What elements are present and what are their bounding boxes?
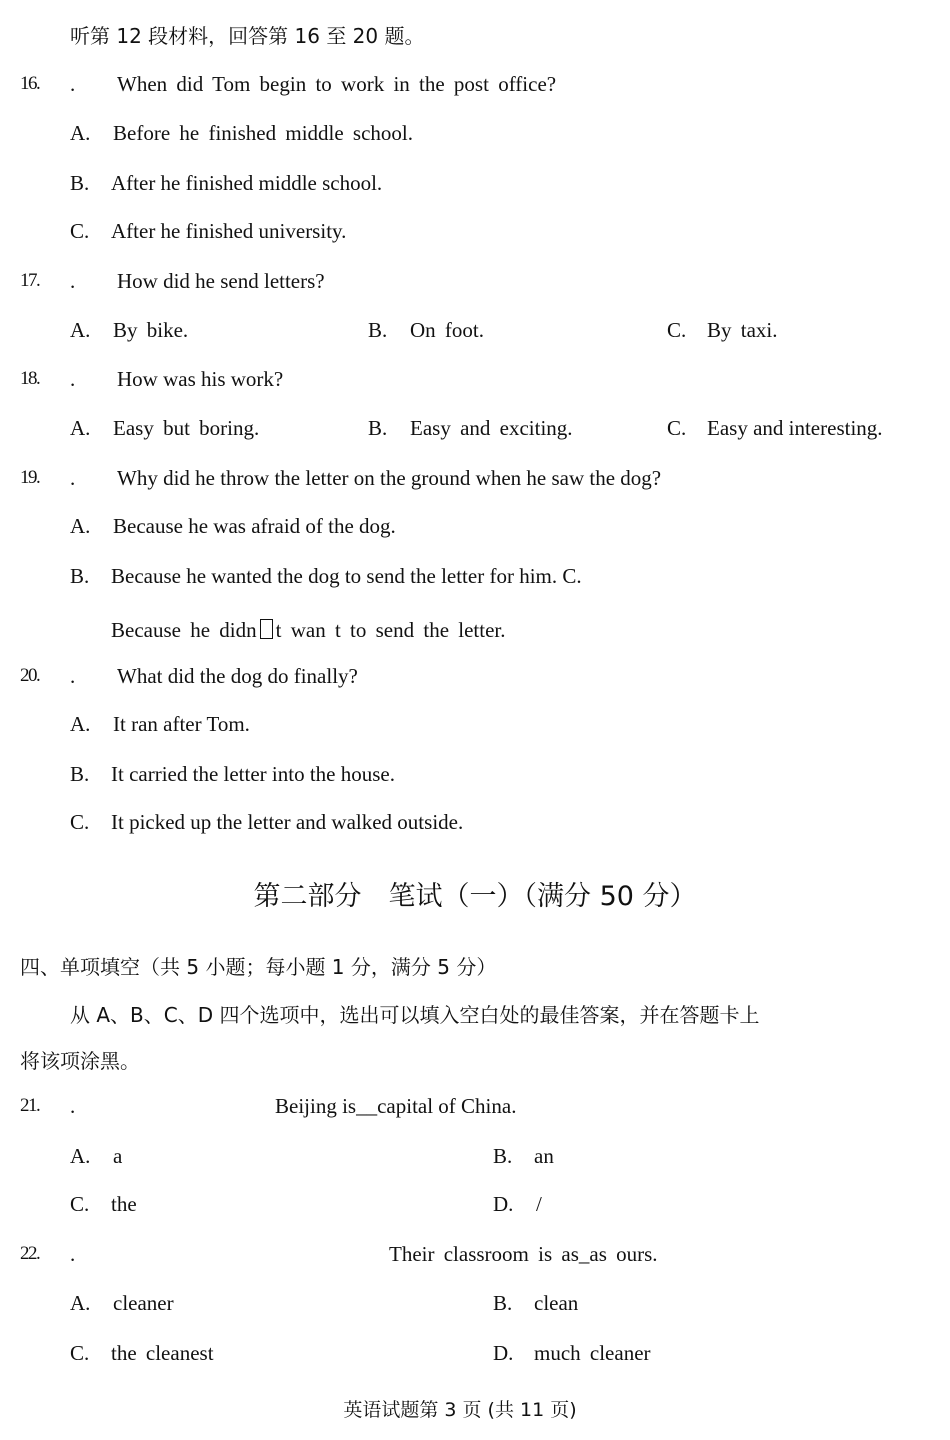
option-text: Easy and exciting. xyxy=(410,416,573,440)
option-text: Because he wanted the dog to send the letter for him. C. xyxy=(111,564,582,588)
option-text: a xyxy=(113,1144,123,1168)
question-number: 21. xyxy=(20,1095,40,1116)
question-text: How was his work? xyxy=(117,367,284,391)
question-dot: . xyxy=(70,664,76,688)
option-text: much cleaner xyxy=(534,1341,651,1365)
option-text: By taxi. xyxy=(707,318,778,342)
option-text-before: Because he didn xyxy=(111,618,257,642)
option-text: By bike. xyxy=(113,318,189,342)
option-text xyxy=(111,619,506,641)
option-label: A. xyxy=(70,712,91,736)
question-text: What did the dog do finally? xyxy=(117,664,358,688)
page-footer: 英语试题第 3 页 (共 11 页) xyxy=(343,1399,577,1421)
option-text: Before he finished middle school. xyxy=(113,121,414,145)
option-text: It ran after Tom. xyxy=(113,712,250,736)
option-label: B. xyxy=(493,1144,513,1168)
section-instruction-cont: 将该项涂黑。 xyxy=(20,1049,140,1073)
option-label: B. xyxy=(368,318,388,342)
option-label: D. xyxy=(493,1341,514,1365)
option-label: A. xyxy=(70,514,91,538)
question-text: Beijing is__capital of China. xyxy=(275,1094,517,1118)
option-text: It carried the letter into the house. xyxy=(111,762,395,786)
question-number: 16. xyxy=(20,73,40,94)
option-label: A. xyxy=(70,318,91,342)
option-text: Easy but boring. xyxy=(113,416,260,440)
option-text: It picked up the letter and walked outside. xyxy=(111,810,464,834)
question-dot: . xyxy=(70,1242,76,1266)
missing-glyph-box xyxy=(260,619,273,639)
option-text: clean xyxy=(534,1291,579,1315)
question-number: 17. xyxy=(20,270,40,291)
option-label: B. xyxy=(70,171,90,195)
option-label: B. xyxy=(368,416,388,440)
option-label: A. xyxy=(70,1291,91,1315)
question-number: 22. xyxy=(20,1243,40,1264)
option-label: C. xyxy=(667,318,687,342)
question-dot: . xyxy=(70,367,76,391)
question-text: Why did he throw the letter on the ground when he saw the dog? xyxy=(117,466,662,490)
section-instruction: 从 A、B、C、D 四个选项中，选出可以填入空白处的最佳答案，并在答题卡上 xyxy=(70,1003,760,1027)
option-label: A. xyxy=(70,416,91,440)
question-number: 19. xyxy=(20,467,40,488)
option-text-after: t wan t to send the letter. xyxy=(275,618,506,642)
option-label: A. xyxy=(70,121,91,145)
question-dot: . xyxy=(70,1094,76,1118)
question-number: 20. xyxy=(20,665,40,686)
question-text: How did he send letters? xyxy=(117,269,325,293)
option-text: an xyxy=(534,1144,554,1168)
option-label: C. xyxy=(70,219,90,243)
question-text: Their classroom is as_as ours. xyxy=(389,1242,658,1266)
option-label: A. xyxy=(70,1144,91,1168)
question-dot: . xyxy=(70,466,76,490)
option-text: / xyxy=(536,1192,542,1216)
option-label: B. xyxy=(493,1291,513,1315)
question-number: 18. xyxy=(20,368,40,389)
option-text: the xyxy=(111,1192,137,1216)
question-dot: . xyxy=(70,269,76,293)
option-text: Because he was afraid of the dog. xyxy=(113,514,396,538)
option-text: Easy and interesting. xyxy=(707,416,883,440)
option-label: D. xyxy=(493,1192,514,1216)
part-title: 第二部分 笔试（一）（满分 50 分） xyxy=(253,881,697,912)
option-text: After he finished university. xyxy=(111,219,347,243)
option-text: After he finished middle school. xyxy=(111,171,383,195)
section-intro: 听第 12 段材料，回答第 16 至 20 题。 xyxy=(70,24,425,48)
option-text: the cleanest xyxy=(111,1341,214,1365)
question-dot: . xyxy=(70,72,76,96)
option-label: B. xyxy=(70,762,90,786)
option-label: C. xyxy=(667,416,687,440)
option-label: C. xyxy=(70,1341,90,1365)
option-text: cleaner xyxy=(113,1291,174,1315)
option-label: B. xyxy=(70,564,90,588)
question-text: When did Tom begin to work in the post office? xyxy=(117,72,557,96)
option-label: C. xyxy=(70,810,90,834)
option-text: On foot. xyxy=(410,318,484,342)
section-heading: 四、单项填空（共 5 小题；每小题 1 分，满分 5 分） xyxy=(20,955,497,979)
option-label: C. xyxy=(70,1192,90,1216)
